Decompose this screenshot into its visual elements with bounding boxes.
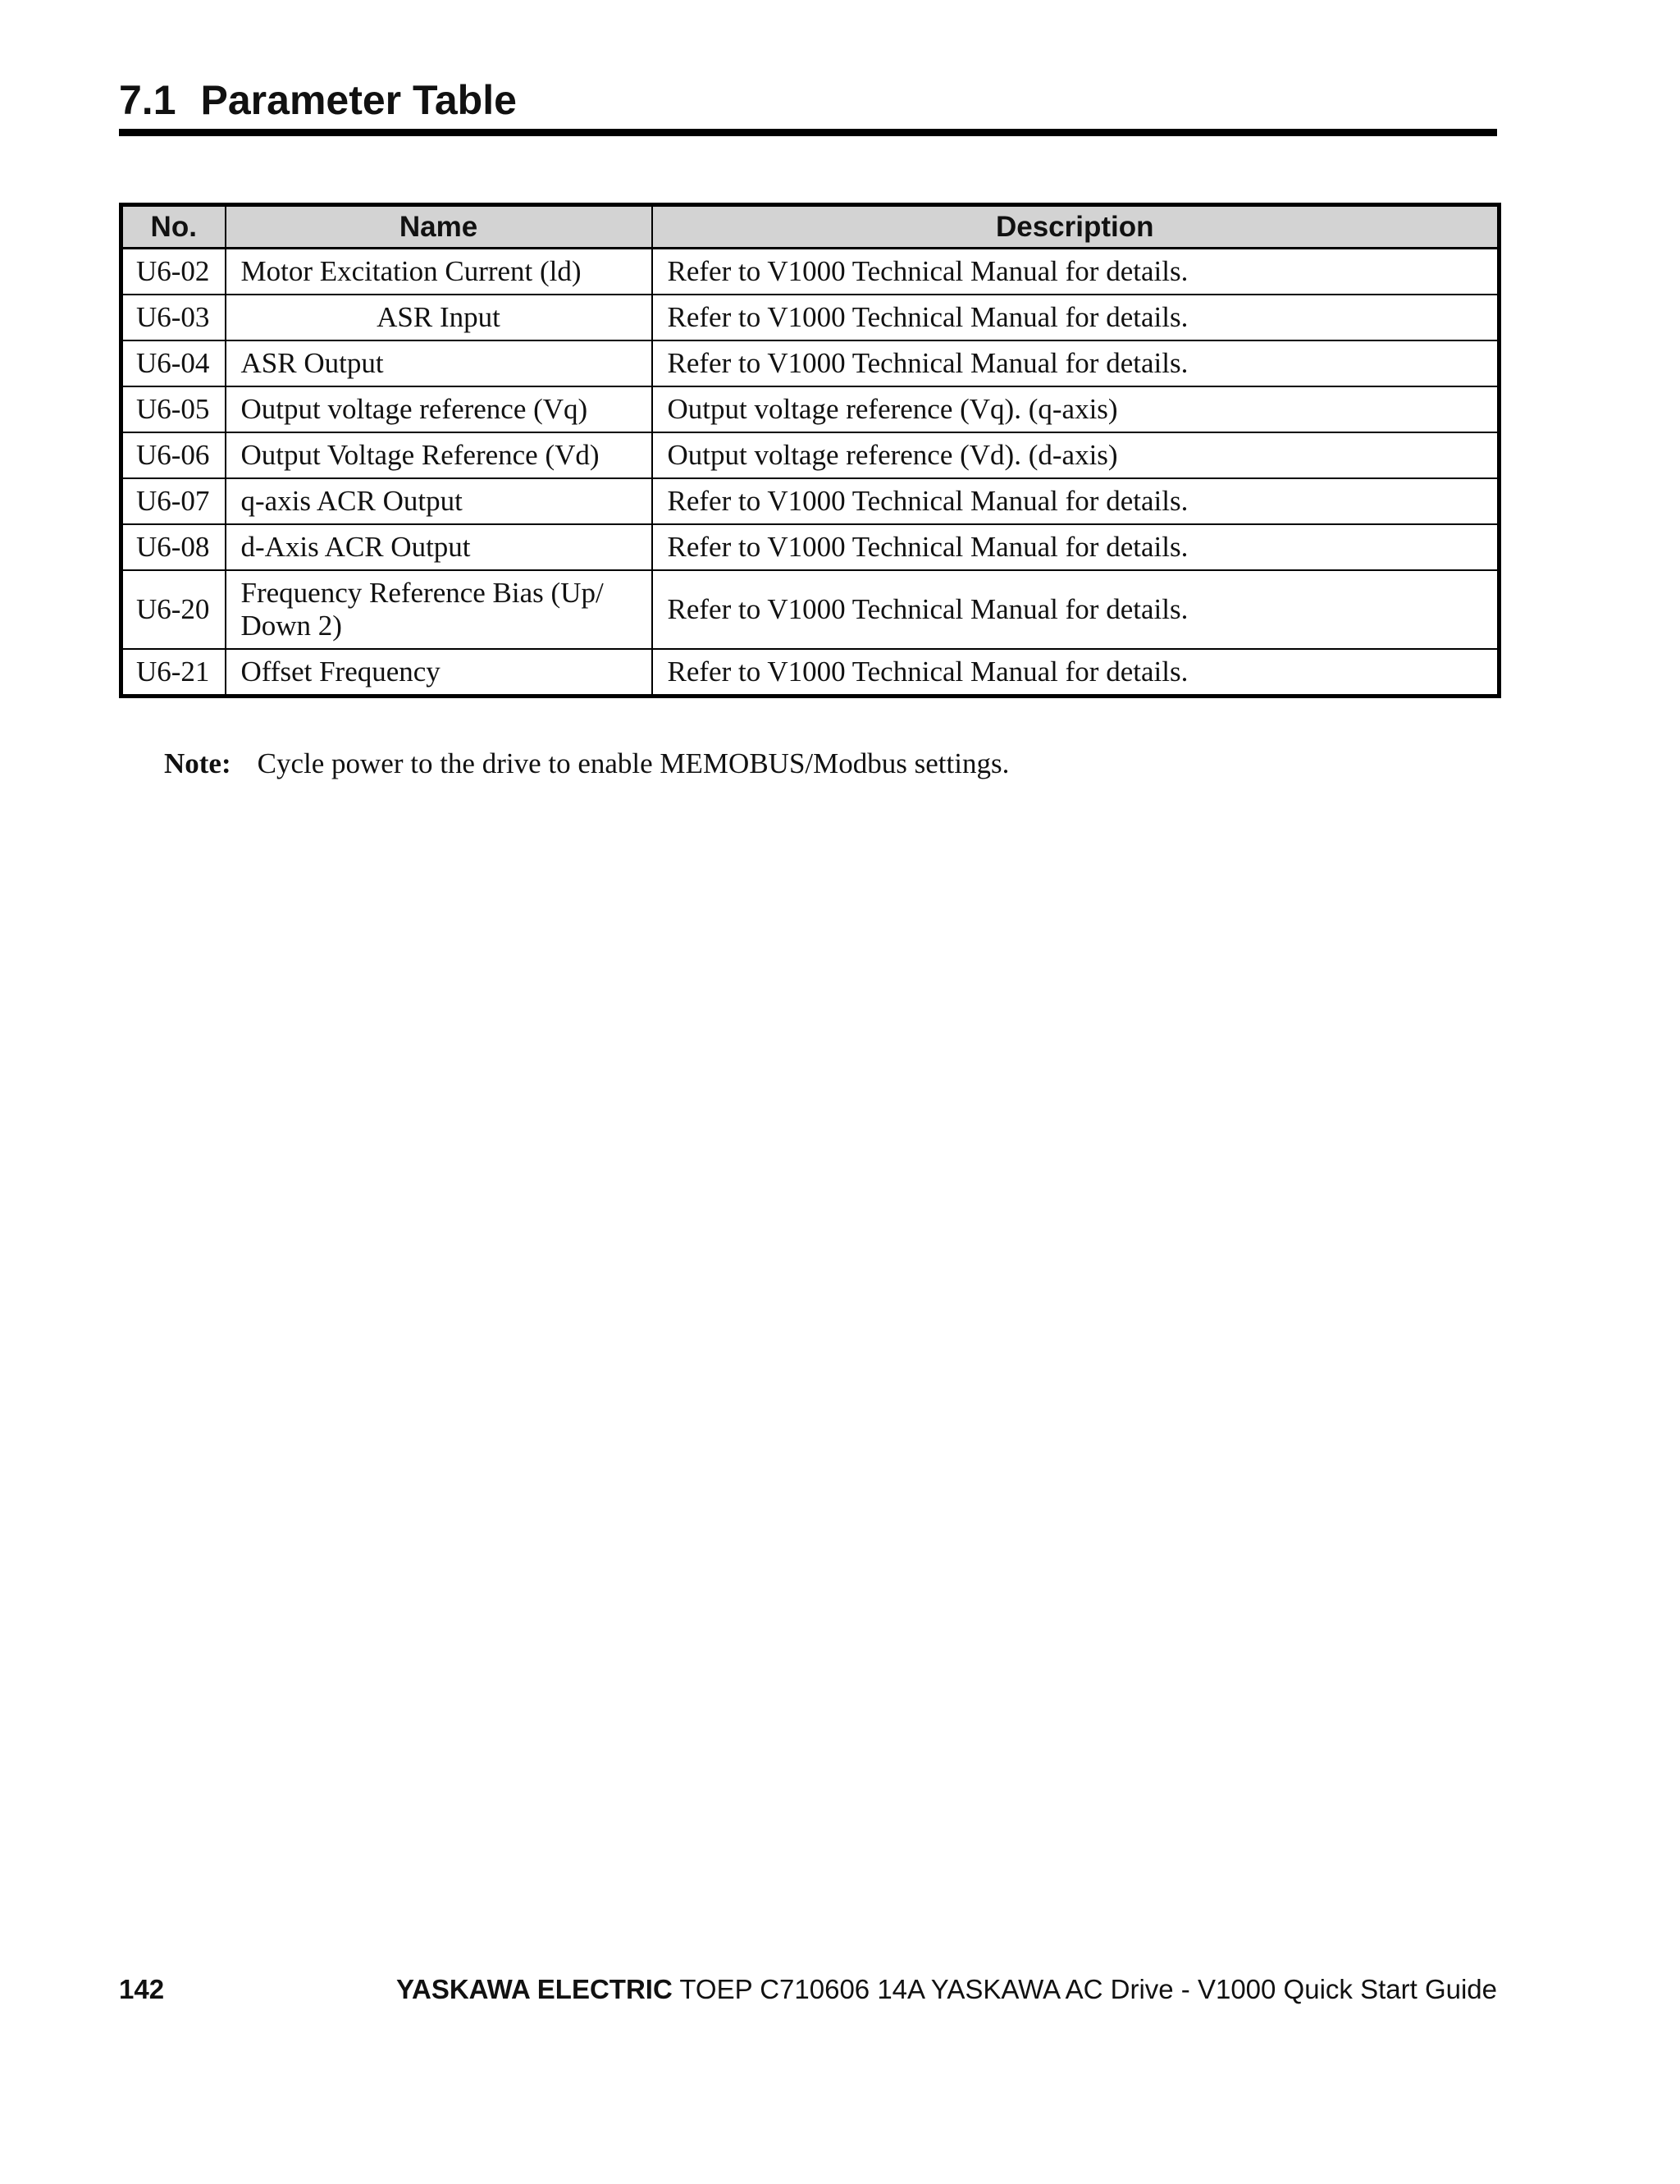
param-name: [226, 570, 652, 649]
param-name: Output voltage reference (Vq): [226, 386, 652, 432]
section-number: 7.1: [119, 77, 176, 123]
param-description: Output voltage reference (Vq). (q-axis): [652, 386, 1500, 432]
title-underline: [119, 129, 1497, 136]
param-no: U6-02: [121, 249, 226, 295]
header-description: Description: [652, 205, 1500, 249]
table-row: [121, 570, 1500, 649]
footer-brand: YASKAWA ELECTRIC: [396, 1974, 673, 2004]
table-row: [121, 432, 1500, 478]
param-name: Motor Excitation Current (ld): [226, 249, 652, 295]
param-description: Refer to V1000 Technical Manual for details.: [652, 340, 1500, 386]
table-row: [121, 340, 1500, 386]
param-no: U6-08: [121, 524, 226, 570]
footer-document-title: TOEP C710606 14A YASKAWA AC Drive - V1000 Quick Start Guide: [679, 1974, 1497, 2004]
param-no: U6-07: [121, 478, 226, 524]
param-name: Offset Frequency: [226, 649, 652, 697]
note-text: Cycle power to the drive to enable MEMOBUS/Modbus settings.: [257, 747, 1010, 779]
param-name: ASR Output: [226, 340, 652, 386]
param-description: Refer to V1000 Technical Manual for details.: [652, 295, 1500, 340]
param-description: Output voltage reference (Vd). (d-axis): [652, 432, 1500, 478]
table-row: [121, 478, 1500, 524]
table-row: [121, 249, 1500, 295]
table-row: [121, 295, 1500, 340]
param-no: U6-21: [136, 656, 210, 688]
header-no: No.: [121, 205, 226, 249]
param-no: U6-03: [121, 295, 226, 340]
param-description: Refer to V1000 Technical Manual for details.: [652, 524, 1500, 570]
param-description: Refer to V1000 Technical Manual for details.: [652, 249, 1500, 295]
param-name: ASR Input: [226, 295, 652, 340]
param-name: d-Axis ACR Output: [226, 524, 652, 570]
table-row: [121, 386, 1500, 432]
param-no: U6-20: [121, 570, 226, 649]
table-row: [121, 524, 1500, 570]
page-title: [119, 75, 517, 125]
header-name: Name: [226, 205, 652, 249]
note-label: Note:: [164, 747, 231, 779]
param-name-line: Frequency Reference Bias (Up/: [240, 577, 604, 609]
param-description: Refer to V1000 Technical Manual for details.: [652, 570, 1500, 649]
param-description: Refer to V1000 Technical Manual for details.: [652, 478, 1500, 524]
page-number: 142: [119, 1974, 165, 2004]
param-no: U6-06: [121, 432, 226, 478]
document-footer: [396, 1973, 1497, 2006]
section-title: Parameter Table: [200, 77, 517, 123]
param-description: Refer to V1000 Technical Manual for details.: [652, 649, 1500, 697]
param-no: U6-05: [121, 386, 226, 432]
table-header-row: [121, 205, 1500, 249]
parameter-table: [119, 203, 1501, 698]
table-row: [121, 649, 1500, 697]
param-name: q-axis ACR Output: [226, 478, 652, 524]
param-name: Output Voltage Reference (Vd): [226, 432, 652, 478]
param-name-line: Down 2): [240, 610, 342, 642]
note: [164, 747, 1009, 781]
param-no: U6-04: [121, 340, 226, 386]
